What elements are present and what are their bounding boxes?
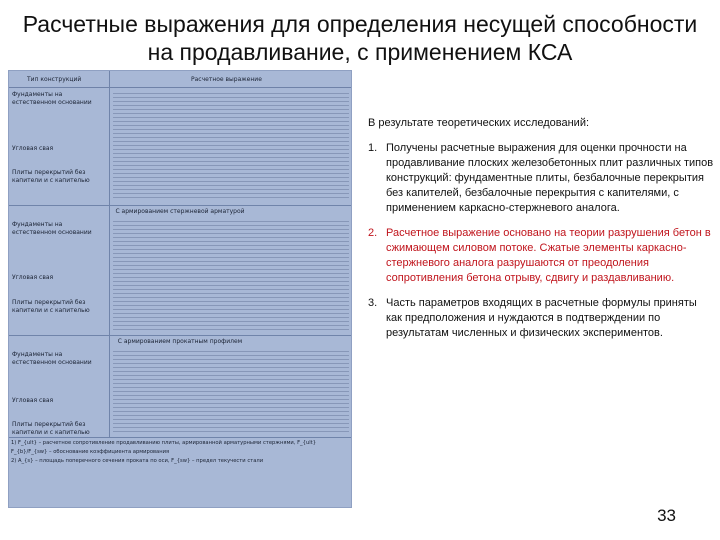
row-label-foundation: Фундаменты на естественном основании	[12, 351, 92, 366]
table-notes	[11, 439, 349, 466]
slide-title: Расчетные выражения для определения несущей способности на продавливание, с применением КСА	[22, 11, 698, 65]
column-divider	[109, 71, 110, 437]
notes-divider	[9, 437, 351, 438]
section-divider	[9, 205, 351, 206]
header-construction-type: Тип конструкций	[27, 76, 82, 83]
finding-number: 2.	[368, 227, 378, 239]
section-label-rebar: С армированием стержневой арматурой	[115, 208, 245, 215]
note-line: 2) A_{s} – площадь поперечного сечения проката по оси, F_{sw} – предел текучести стали	[11, 458, 264, 464]
findings-intro: В результате теоретических исследований:	[368, 117, 590, 129]
row-label-floor-slab: Плиты перекрытий без капители и с капителью	[12, 421, 90, 436]
row-label-floor-slab: Плиты перекрытий без капители и с капителью	[12, 299, 90, 314]
section-divider	[9, 335, 351, 336]
findings-block	[368, 116, 714, 351]
finding-text: Часть параметров входящих в расчетные формулы приняты как предположения и нуждаются в подтверждении по результатам численных и физических экспериментов.	[386, 297, 697, 339]
finding-item	[368, 296, 714, 341]
finding-text: Получены расчетные выражения для оценки прочности на продавливание плоских железобетонных плит различных типов конструкций: фундаментные плиты, безбалочные перекрытия без капителей, безбалочные перекрытия с капителями, с применением каркасно-стержневого аналога.	[386, 142, 714, 214]
finding-text: Расчетное выражение основано на теории разрушения бетон в сжимающем силовом потоке. Сжатые элементы каркасно-стержневого аналога разрушаются от преодоления сопротивления бетона отрыву, сдвигу и раздавливанию.	[386, 227, 711, 284]
table-header	[9, 71, 351, 88]
finding-number: 3.	[368, 297, 378, 309]
formula-block	[113, 221, 349, 333]
finding-number: 1.	[368, 142, 378, 154]
note-line: 1) F_{ult} – расчетное сопротивление продавливанию плиты, армированной арматурными стержнями, F_{ult}	[11, 440, 317, 446]
formula-table	[8, 70, 352, 508]
row-label-foundation: Фундаменты на естественном основании	[12, 91, 92, 106]
note-line: F_{b}/F_{sw} – обоснование коэффициента армирования	[11, 449, 170, 455]
formula-block	[113, 351, 349, 435]
row-label-foundation: Фундаменты на естественном основании	[12, 221, 92, 236]
formula-block	[113, 93, 349, 201]
row-label-corner-pile: Угловая свая	[12, 145, 54, 152]
row-label-corner-pile: Угловая свая	[12, 397, 54, 404]
finding-item-highlighted	[368, 226, 714, 286]
row-label-floor-slab: Плиты перекрытий без капители и с капителью	[12, 169, 90, 184]
header-formula: Расчетное выражение	[191, 76, 262, 83]
row-label-corner-pile: Угловая свая	[12, 274, 54, 281]
finding-item	[368, 141, 714, 216]
page-number: 33	[657, 506, 676, 525]
section-label-rolled-profile: С армированием прокатным профилем	[117, 338, 243, 345]
